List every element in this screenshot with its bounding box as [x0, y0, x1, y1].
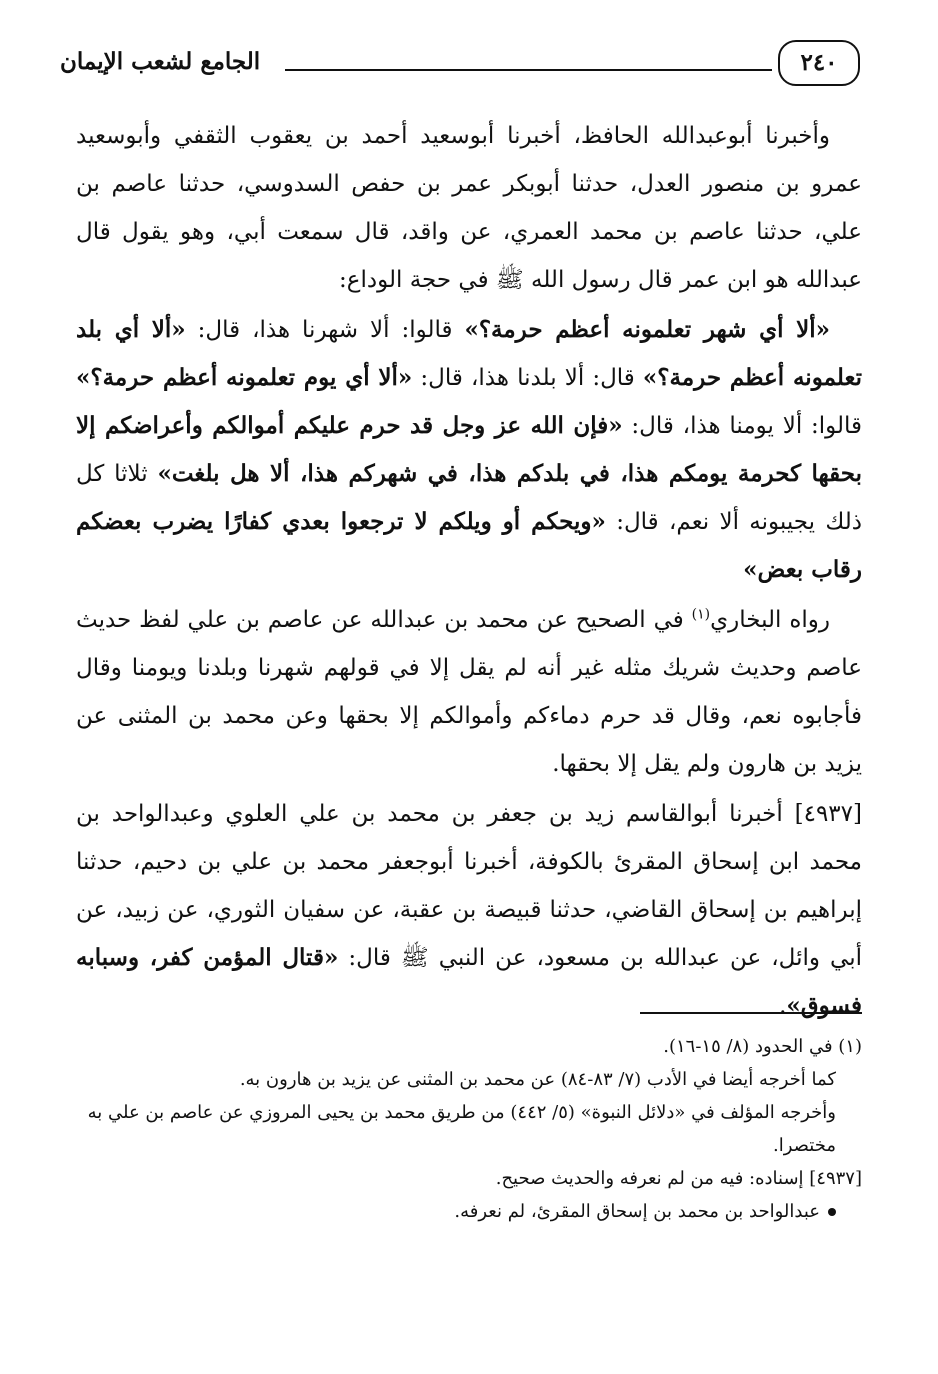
book-title: الجامع لشعب الإيمان [60, 48, 261, 75]
footnote-4937-note-text: عبدالواحد بن محمد بن إسحاق المقرئ، لم نعرفه. [454, 1201, 820, 1222]
footnote-1: (١) في الحدود (٨/ ١٥-١٦). [663, 1036, 862, 1057]
body-block-2 [76, 306, 862, 594]
hadith-quote-4: «فإن الله عز وجل قد حرم عليكم أموالكم وأعراضكم إلا بحقها كحرمة يومكم هذا، في بلدكم هذا، في شهركم هذا، ألا هل بلغت» [76, 412, 862, 487]
takhrij-text: في الصحيح عن محمد بن عبدالله عن عاصم بن علي لفظ حديث عاصم وحديث شريك مثله غير أنه لم يقل إلا في قولهم شهرنا وبلدنا ويومنا وقال فأجابوه نعم، وقال قد حرم دماءكم وأموالكم إلا بحقها وعن محمد بن المثنى عن يزيد بن هارون ولم يقل إلا بحقها. [76, 607, 862, 777]
hadith-quote-1: «ألا أي شهر تعلمونه أعظم حرمة؟» [464, 316, 831, 343]
header-rule [285, 69, 772, 71]
hadith-quote-5: «ويحكم أو ويلكم لا ترجعوا بعدي كفارًا يضرب بعضكم رقاب بعض» [76, 508, 862, 583]
page-header [60, 40, 860, 92]
body-block-4 [76, 790, 862, 1030]
hadith-paragraph [76, 306, 862, 594]
footnote-1-extra-a: كما أخرجه أيضا في الأدب (٧/ ٨٣-٨٤) عن محمد بن المثنى عن يزيد بن هارون به. [239, 1069, 836, 1090]
footnote-4937 [76, 1162, 862, 1195]
hadith-narration-2: قال: ألا بلدنا هذا، قال: [412, 365, 643, 391]
hadith-4937-isnad: أخبرنا أبوالقاسم زيد بن جعفر بن محمد بن علي العلوي وعبدالواحد بن محمد ابن إسحاق المقرئ بالكوفة، أخبرنا أبوجعفر محمد بن علي بن دحيم، حدثنا إبراهيم بن إسحاق القاضي، حدثنا قبيصة بن عقبة، عن سفيان الثوري، عن زبيد، عن أبي وائل، عن عبدالله بن مسعود، عن النبي ﷺ قال: [76, 801, 862, 971]
hadith-4937-paragraph [76, 790, 862, 1030]
hadith-narration-4: ثلاثا كل ذلك يجيبونه ألا نعم، قال: [76, 461, 862, 535]
footnote-1-extra-b: وأخرجه المؤلف في «دلائل النبوة» (٥/ ٤٤٢) من طريق محمد بن يحيى المروزي عن عاصم بن علي به مختصرا. [87, 1102, 836, 1156]
takhrij-lead: رواه البخاري [710, 607, 830, 633]
hadith-number: [٤٩٣٧] [794, 801, 862, 827]
hadith-quote-3: «ألا أي يوم تعلمونه أعظم حرمة؟» [76, 364, 413, 391]
bullet-icon [828, 1208, 836, 1216]
hadith-narration-3: قالوا: ألا يومنا هذا، قال: [622, 413, 863, 439]
hadith-4937-matn: «قتال المؤمن كفر، وسبابه فسوق» [76, 944, 862, 1019]
hadith-4937-end: . [779, 993, 787, 1019]
footnote-4937-note [76, 1195, 862, 1228]
footnotes [76, 1030, 862, 1228]
hadith-quote-2: «ألا أي بلد تعلمونه أعظم حرمة؟» [76, 316, 862, 391]
body-block-1 [76, 112, 862, 304]
page-number: ٢٤٠ [778, 40, 860, 86]
takhrij-paragraph [76, 596, 862, 788]
isnad-paragraph: وأخبرنا أبوعبدالله الحافظ، أخبرنا أبوسعيد أحمد بن يعقوب الثقفي وأبوسعيد عمرو بن منصور العدل، حدثنا أبوبكر عمر بن حفص السدوسي، حدثنا عاصم بن علي، حدثنا عاصم بن محمد العمري، عن واقد، قال سمعت أبي، وهو يقول قال عبدالله هو ابن عمر قال رسول الله ﷺ في حجة الوداع: [76, 123, 862, 293]
footnote-separator [640, 1012, 862, 1014]
footnote-ref-1: (١) [691, 606, 711, 623]
footnote-4937-number: [٤٩٣٧] [809, 1168, 862, 1189]
body-block-3 [76, 596, 862, 788]
footnote-4937-text: إسناده: فيه من لم نعرفه والحديث صحيح. [495, 1168, 810, 1189]
hadith-narration-1: قالوا: ألا شهرنا هذا، قال: [185, 317, 465, 343]
